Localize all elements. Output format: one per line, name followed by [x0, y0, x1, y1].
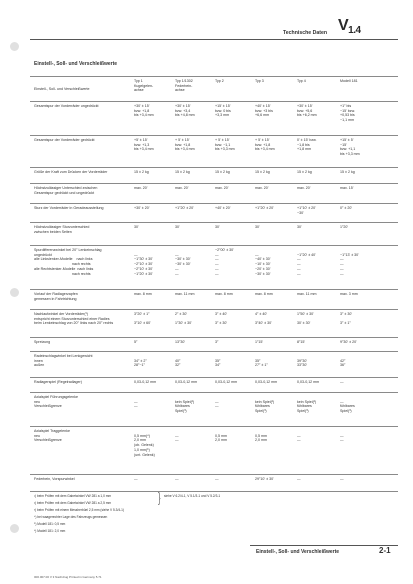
page-header [0, 0, 413, 40]
row-divider [30, 203, 398, 204]
row-value: 15 ± 2 kg [255, 170, 270, 174]
row-value: 0,03-0,12 mm [255, 380, 278, 384]
row-value: −1°13' ± 30' — — — — [340, 252, 359, 276]
row-value: — — [340, 433, 344, 443]
table-header-label: Einstell-, Soll- und Verschleißwerte [34, 87, 90, 91]
row-value: max. 3 mm [340, 292, 358, 296]
row-divider [30, 245, 398, 246]
row-value: — [134, 477, 138, 481]
row-label: Axialspiel Führungsgelenke neu Verschleißgrenze [34, 395, 78, 409]
row-value: 3° [215, 340, 219, 344]
row-value: 5° [134, 340, 138, 344]
row-value: max. 20' [175, 186, 189, 190]
punch-hole-middle [10, 288, 19, 297]
row-value: 29°10' ± 30' [255, 477, 274, 481]
row-value: — −40' ± 30' −10' ± 30' −20' ± 30' −30' ± 30' [255, 252, 271, 276]
row-value: 30' [255, 225, 260, 229]
row-value: 40° 32° [175, 358, 181, 368]
row-value: 30' [215, 225, 220, 229]
row-label: Gesamtspur der Vorderräder ungedrückt [34, 104, 99, 108]
row-label: Höchstzulässiger Sturzunterschied zwischen beiden Seiten [34, 225, 90, 234]
row-value: — — [297, 433, 301, 443]
row-value: — [175, 477, 179, 481]
row-value: +30' ± 15' bzw. +3,4 bis +4,8 mm [175, 104, 195, 118]
row-divider [30, 392, 398, 393]
column-header: Typ 3 [255, 79, 264, 83]
punch-hole-top [10, 42, 19, 51]
row-value: kein Spiel(²) fühlbares Spiel(³) [175, 399, 195, 414]
row-value: 0,03-0,12 mm [297, 380, 320, 384]
row-divider [30, 351, 398, 352]
footnote-brace-note: siehe V 6.2/4-1, V 5.1/3-1 und V 5.2/3-1 [164, 494, 221, 498]
row-value: max. 20' [134, 186, 148, 190]
row-value: — [340, 477, 344, 481]
row-value: +30' ± 20' [134, 206, 150, 210]
row-value: 1°20' [340, 225, 349, 229]
row-value: +30' ± 15' bzw. +5,6 bis +6,2 mm [297, 104, 317, 118]
header-title: Technische Daten [283, 30, 328, 36]
row-value: 3° ± 30' 3° ± 1° [340, 312, 353, 326]
row-value: — — [215, 399, 219, 409]
row-label: Spurdifferenzwinkel bei 20° Lenkeinschlag ungedrückt alle Linkslenker-Modelle nach links nach rechts alle Rechtslenker-Modelle nach links nach rechts [34, 248, 102, 276]
row-value: +40' ± 15' bzw. +3 bis +6,6 mm [255, 104, 273, 118]
row-value: + 5' ± 15' bzw. +1,8 bis +3,4 mm [175, 138, 195, 152]
row-value: — — [134, 399, 138, 409]
row-value: — fühlbares Spiel(³) [340, 399, 355, 414]
row-value: — [297, 477, 301, 481]
row-value: 4° ± 40' 3°40' ± 30' [255, 312, 272, 326]
row-divider [30, 183, 398, 184]
row-divider [30, 337, 398, 338]
row-value: 15 ± 2 kg [340, 170, 355, 174]
row-value: +15' ± 15' bzw. 0 bis +3,3 mm [215, 104, 231, 118]
row-divider [30, 222, 398, 223]
column-header: Typ 2 [215, 79, 224, 83]
document-title: Einstell-, Soll- und Verschleißwerte [34, 61, 118, 67]
row-label: Spreizung [34, 340, 51, 344]
row-value: — — [175, 433, 179, 443]
row-value: 0,5 mm 2,0 mm [215, 433, 227, 443]
row-value: −1°20' ± 40' — — — — [297, 252, 316, 276]
row-value: +1°20' ± 20' [175, 206, 194, 210]
row-value: 0,03-0,12 mm [175, 380, 198, 384]
row-value: 2° ± 30' 1°30' ± 30' [175, 312, 192, 326]
column-header: Typ 4 [297, 79, 306, 83]
row-value: kein Spiel(²) fühlbares Spiel(³) [297, 399, 317, 414]
row-value: 13°30' [175, 340, 186, 344]
row-value: max. 8 mm [215, 292, 233, 296]
row-divider [30, 167, 398, 168]
row-value: +40' ± 20' [215, 206, 231, 210]
column-header: Modell 181 [340, 79, 358, 83]
row-label: Größe der Kraft zum Drücken der Vorderräder [34, 170, 108, 174]
row-value: −2°00' ± 30' — — — — — [215, 248, 234, 276]
header-divider [30, 39, 398, 40]
row-value: +1° bis −15' bzw. +0,53 bis −1,1 mm [340, 104, 355, 123]
row-value: 34° ± 2° 28°−1° [134, 358, 147, 368]
row-value: +5' ± 15' bzw. +1,3 bis +3,4 mm [134, 138, 154, 152]
row-value: max. 11 mm [297, 292, 317, 296]
row-value: — [340, 380, 344, 384]
row-label: Höchstzulässiger Unterschied zwischen Gesamtspur gedrückt und ungedrückt [34, 186, 98, 195]
row-label: Vorlauf der Radlagerzapfen gemessen in Fahrtrichtung [34, 292, 78, 301]
row-value: max. 20' [255, 186, 269, 190]
row-value: 0,03-0,12 mm [134, 380, 157, 384]
footnote-brace: } [158, 489, 161, 505]
footnote: ¹) beim Prüfen mit dem Gabelwinkel VW 281 a 1,0 mm [34, 494, 112, 498]
row-value: 15 ± 2 kg [215, 170, 230, 174]
row-divider [30, 377, 398, 378]
page-number: 2-1 [379, 546, 391, 555]
row-value: max. 11 mm [175, 292, 195, 296]
row-value: 1°50' ± 30' 30' ± 30' [297, 312, 314, 326]
row-value: max. 8 mm [255, 292, 273, 296]
row-value: 0° ± 20' [340, 206, 353, 210]
row-divider [30, 101, 398, 102]
row-label: Nachlaufwinkel der Vorderräder(¹) entspricht einem Sturzunterschied einer Radies beim Lenkeinschlag von 20° links nach 20° rechts [34, 312, 114, 326]
row-value: 39°30' 33°30' [297, 358, 308, 368]
footnote: ³) beim Prüfen mit einem Messherbüel 2,5 mm (siehe V 5.3/4-1) [34, 508, 124, 512]
footnote: ⁴) bei waagerechter Lage des Fahrzeugs gemessen [34, 515, 108, 519]
row-value: kein Spiel(²) fühlbares Spiel(³) [255, 399, 275, 414]
row-value: — [215, 477, 219, 481]
row-value: 30' [297, 225, 302, 229]
row-value: 0,5 mm 2,0 mm [255, 433, 267, 443]
footer-title: Einstell-, Soll- und Verschleißwerte [256, 549, 340, 555]
footer-divider [250, 545, 398, 546]
row-value: — −1°30' ± 30' −2°10' ± 30' −2°10' ± 30' −1°20' ± 30' [134, 252, 153, 276]
row-value: 35° 27° ± 1° [255, 358, 268, 368]
row-value: — −30' ± 30' −30' ± 30' — — [175, 252, 191, 276]
row-value: max. 15' [340, 186, 354, 190]
row-value: 15 ± 2 kg [297, 170, 312, 174]
row-value: max. 20' [297, 186, 311, 190]
column-header: Typ 1 Kugelgelen- achse [134, 79, 154, 93]
row-label: Radeinschlagwinkel bei Lenkgewicht innen außen [34, 354, 93, 368]
row-divider [30, 76, 398, 77]
row-value: + 5' ± 15' bzw. −1,1 bis +3,3 mm [215, 138, 235, 152]
row-value: 35° 34° [215, 358, 221, 368]
row-value: 8°15' [297, 340, 306, 344]
print-note: 000.007.00 V 3 Nachdrug Printed in Germany 5.71 [34, 575, 102, 579]
row-label: Radlagerspiel (Regelradlager) [34, 380, 82, 384]
footnote: ⁶) Modell 181: 2,0 mm [34, 529, 66, 533]
row-value: 15 ± 2 kg [134, 170, 149, 174]
row-value: 15 ± 2 kg [175, 170, 190, 174]
row-value: 30' [175, 225, 180, 229]
row-value: 0,03-0,12 mm [215, 380, 238, 384]
footnote: ⁵) Modell 181: 0,5 mm [34, 522, 66, 526]
row-value: 1°15' [255, 340, 264, 344]
row-value: max. 20' [215, 186, 229, 190]
footnote: ²) beim Prüfen mit dem Gabelwinkel VW 281 a 2,5 mm [34, 501, 112, 505]
row-divider [30, 309, 398, 310]
row-label: Gesamtspur der Vorderräder gedrückt [34, 138, 95, 142]
row-divider [30, 491, 398, 492]
row-label: Axialspiel Traggelenke neu Verschleißgrenze [34, 429, 70, 443]
row-value: +1°10' ± 20' −30' [297, 206, 316, 215]
section-code: V1.4 [338, 17, 361, 36]
row-divider [30, 474, 398, 475]
row-divider [30, 289, 398, 290]
row-value: 0' ± 15' bzw. −1,8 bis +1,8 mm [297, 138, 317, 152]
row-divider [30, 135, 398, 136]
row-label: Federbein, Vorspurwinkel [34, 477, 75, 481]
row-divider [30, 426, 398, 427]
row-value: + 5' ± 15' bzw. +1,8 bis +3,4 mm [255, 138, 275, 152]
row-value: 3°20' ± 1° 3°10' ± 60' [134, 312, 151, 326]
row-value: 0,5 mm(⁴) 2,0 mm (ob. Gelenk) 1,0 mm(⁵) (unt. Gelenk) [134, 433, 155, 457]
row-value: 3° ± 40' 3° ± 30' [215, 312, 228, 326]
row-value: 30' [134, 225, 139, 229]
punch-hole-bottom [10, 524, 19, 533]
row-value: +15' ± 5' −15' bzw. +1,1 bis +3,3 mm [340, 138, 360, 157]
row-value: +30' ± 15' bzw. +1,8 bis +3,4 mm [134, 104, 154, 118]
row-value: max. 8 mm [134, 292, 152, 296]
row-value: 42° 36° [340, 358, 346, 368]
column-header: Typ 1/1302 Federbein- achse [175, 79, 193, 93]
row-value: +1°20' ± 20' [255, 206, 274, 210]
row-value: 9°30' ± 20' [340, 340, 357, 344]
row-label: Sturz der Vorderräder in Geradeausstellung [34, 206, 104, 210]
